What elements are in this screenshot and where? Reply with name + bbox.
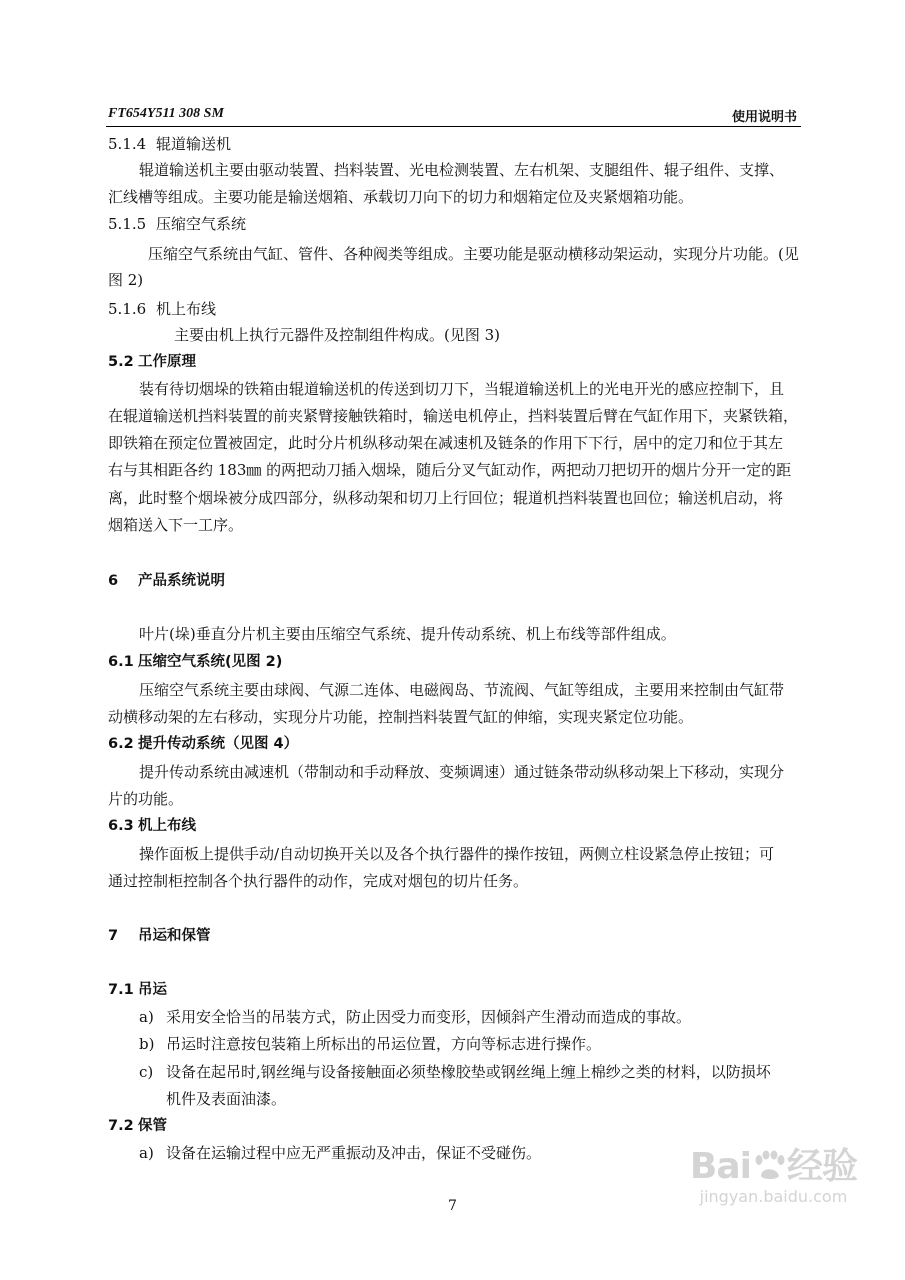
list-item: a) 设备在运输过程中应无严重振动及冲击，保证不受碰伤。 xyxy=(139,1144,542,1162)
paragraph-line: 在辊道输送机挡料装置的前夹紧臂接触铁箱时，输送电机停止，挡料装置后臂在气缸作用下，夹紧铁箱， xyxy=(108,407,799,425)
paragraph-line: 提升传动系统由减速机（带制动和手动释放、变频调速）通过链条带动纵移动架上下移动，实现分 xyxy=(139,763,785,781)
section-5-1-4-heading: 5.1.4 辊道输送机 xyxy=(108,135,232,153)
paragraph-line: 压缩空气系统主要由球阀、气源二连体、电磁阀岛、节流阀、气缸等组成，主要用来控制由气缸带 xyxy=(139,681,785,699)
paragraph-line: 压缩空气系统由气缸、管件、各种阀类等组成。主要功能是驱动横移动架运动，实现分片功能。(见 xyxy=(148,245,799,263)
watermark-url: jingyan.baidu.com xyxy=(699,1187,848,1206)
section-6-heading: 6 产品系统说明 xyxy=(108,573,225,589)
watermark-logo-right: 经验 xyxy=(786,1146,857,1187)
paragraph-line: 烟箱送入下一工序。 xyxy=(108,516,244,534)
section-5-1-5-heading: 5.1.5 压缩空气系统 xyxy=(108,215,247,233)
paragraph-line: 操作面板上提供手动/自动切换开关以及各个执行器件的操作按钮，两侧立柱设紧急停止按钮；可 xyxy=(139,845,775,863)
list-item: a) 采用安全恰当的吊装方式，防止因受力而变形，因倾斜产生滑动而造成的事故。 xyxy=(139,1008,692,1026)
paragraph-line: 汇线槽等组成。主要功能是输送烟箱、承载切刀向下的切力和烟箱定位及夹紧烟箱功能。 xyxy=(108,188,694,206)
section-7-2-heading: 7.2 保管 xyxy=(108,1118,167,1134)
section-5-1-6-heading: 5.1.6 机上布线 xyxy=(108,300,217,318)
paragraph-line: 图 2) xyxy=(108,271,144,289)
paragraph-line: 通过控制柜控制各个执行器件的动作，完成对烟包的切片任务。 xyxy=(108,872,529,890)
paragraph-line: 片的功能。 xyxy=(108,790,184,808)
header-rule xyxy=(106,126,801,127)
paragraph-line: 主要由机上执行元器件及控制组件构成。(见图 3) xyxy=(174,326,501,344)
paragraph-line: 离，此时整个烟垛被分成四部分，纵移动架和切刀上行回位；辊道机挡料装置也回位；输送机启动，将 xyxy=(108,489,784,507)
section-6-3-heading: 6.3 机上布线 xyxy=(108,818,196,834)
section-5-2-heading: 5.2 工作原理 xyxy=(108,354,196,370)
paragraph-line: 右与其相距各约 183㎜ 的两把动刀插入烟垛，随后分叉气缸动作，两把动刀把切开的烟片分开一定的距 xyxy=(108,461,792,479)
list-item: b) 吊运时注意按包装箱上所标出的吊运位置，方向等标志进行操作。 xyxy=(139,1035,602,1053)
baidu-jingyan-watermark xyxy=(690,1138,857,1206)
paragraph-line: 装有待切烟垛的铁箱由辊道输送机的传送到切刀下，当辊道输送机上的光电开光的感应控制下，且 xyxy=(139,380,785,398)
section-7-1-heading: 7.1 吊运 xyxy=(108,982,167,998)
section-6-2-heading: 6.2 提升传动系统（见图 4） xyxy=(108,736,299,752)
list-item: c) 设备在起吊时,钢丝绳与设备接触面必须垫橡胶垫或钢丝绳上缠上棉纱之类的材料，以防损坏 xyxy=(139,1063,771,1081)
page-number: 7 xyxy=(448,1198,457,1214)
list-item-continuation: 机件及表面油漆。 xyxy=(166,1090,287,1108)
paragraph-line: 叶片(垛)垂直分片机主要由压缩空气系统、提升传动系统、机上布线等部件组成。 xyxy=(139,625,676,643)
section-7-heading: 7 吊运和保管 xyxy=(108,928,211,944)
paragraph-line: 即铁箱在预定位置被固定，此时分片机纵移动架在减速机及链条的作用下下行，居中的定刀和位于其左 xyxy=(108,434,784,452)
paw-icon xyxy=(751,1150,787,1180)
watermark-logo-left: Bai xyxy=(689,1146,751,1187)
paragraph-line: 辊道输送机主要由驱动装置、挡料装置、光电检测装置、左右机架、支腿组件、辊子组件、支撑、 xyxy=(139,161,785,179)
section-6-1-heading: 6.1 压缩空气系统(见图 2) xyxy=(108,654,283,670)
doc-type: 使用说明书 xyxy=(731,110,797,125)
paragraph-line: 动横移动架的左右移动，实现分片功能，控制挡料装置气缸的伸缩，实现夹紧定位功能。 xyxy=(108,708,694,726)
doc-code: FT654Y511 308 SM xyxy=(108,106,224,121)
